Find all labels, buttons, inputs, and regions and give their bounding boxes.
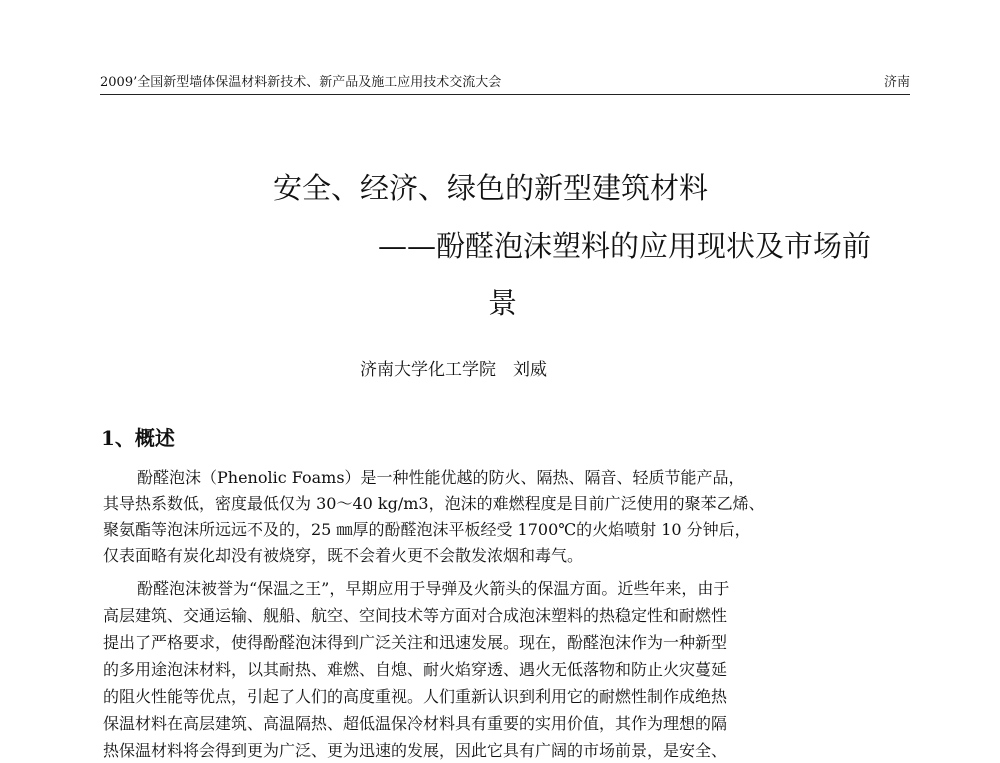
author-affiliation: 济南大学化工学院 刘威	[360, 360, 547, 380]
paragraph-line: 提出了严格要求，使得酚醛泡沫得到广泛关注和迅速发展。现在，酚醛泡沫作为一种新型	[103, 633, 728, 652]
header-location: 济南	[883, 75, 910, 90]
paragraph-line: 保温材料在高层建筑、高温隔热、超低温保冷材料具有重要的实用价值，其作为理想的隔	[103, 714, 728, 733]
running-header	[100, 74, 910, 95]
section-heading: 1、概述	[101, 426, 175, 450]
conference-name: 2009’全国新型墙体保温材料新技术、新产品及施工应用技术交流大会	[100, 75, 502, 90]
paper-subtitle: ——酚醛泡沫塑料的应用现状及市场前	[378, 229, 872, 263]
paragraph-line: 酚醛泡沫被誉为“保温之王”，早期应用于导弹及火箭头的保温方面。近些年来，由于	[137, 579, 730, 598]
paragraph-line: 其导热系数低，密度最低仅为 30～40 kg/m3，泡沫的难燃程度是目前广泛使用的聚苯乙烯、	[103, 494, 765, 513]
paragraph-line: 高层建筑、交通运输、舰船、航空、空间技术等方面对合成泡沫塑料的热稳定性和耐燃性	[103, 606, 728, 625]
paper-title: 安全、经济、绿色的新型建筑材料	[273, 171, 709, 205]
paragraph-line: 的多用途泡沫材料，以其耐热、难燃、自熄、耐火焰穿透、遇火无低落物和防止火灾蔓延	[103, 660, 728, 679]
paragraph-line: 酚醛泡沫（Phenolic Foams）是一种性能优越的防火、隔热、隔音、轻质节能产品，	[137, 468, 745, 487]
paper-subtitle-continued: 景	[488, 286, 518, 320]
paragraph-line: 聚氨酯等泡沫所远远不及的，25 ㎜厚的酚醛泡沫平板经受 1700℃的火焰喷射 10 分钟后，	[103, 520, 751, 539]
paragraph-line: 热保温材料将会得到更为广泛、更为迅速的发展，因此它具有广阔的市场前景，是安全、	[103, 741, 728, 760]
paragraph-line: 的阻火性能等优点，引起了人们的高度重视。人们重新认识到利用它的耐燃性制作成绝热	[103, 687, 728, 706]
paragraph-line: 仅表面略有炭化却没有被烧穿，既不会着火更不会散发浓烟和毒气。	[103, 546, 584, 565]
